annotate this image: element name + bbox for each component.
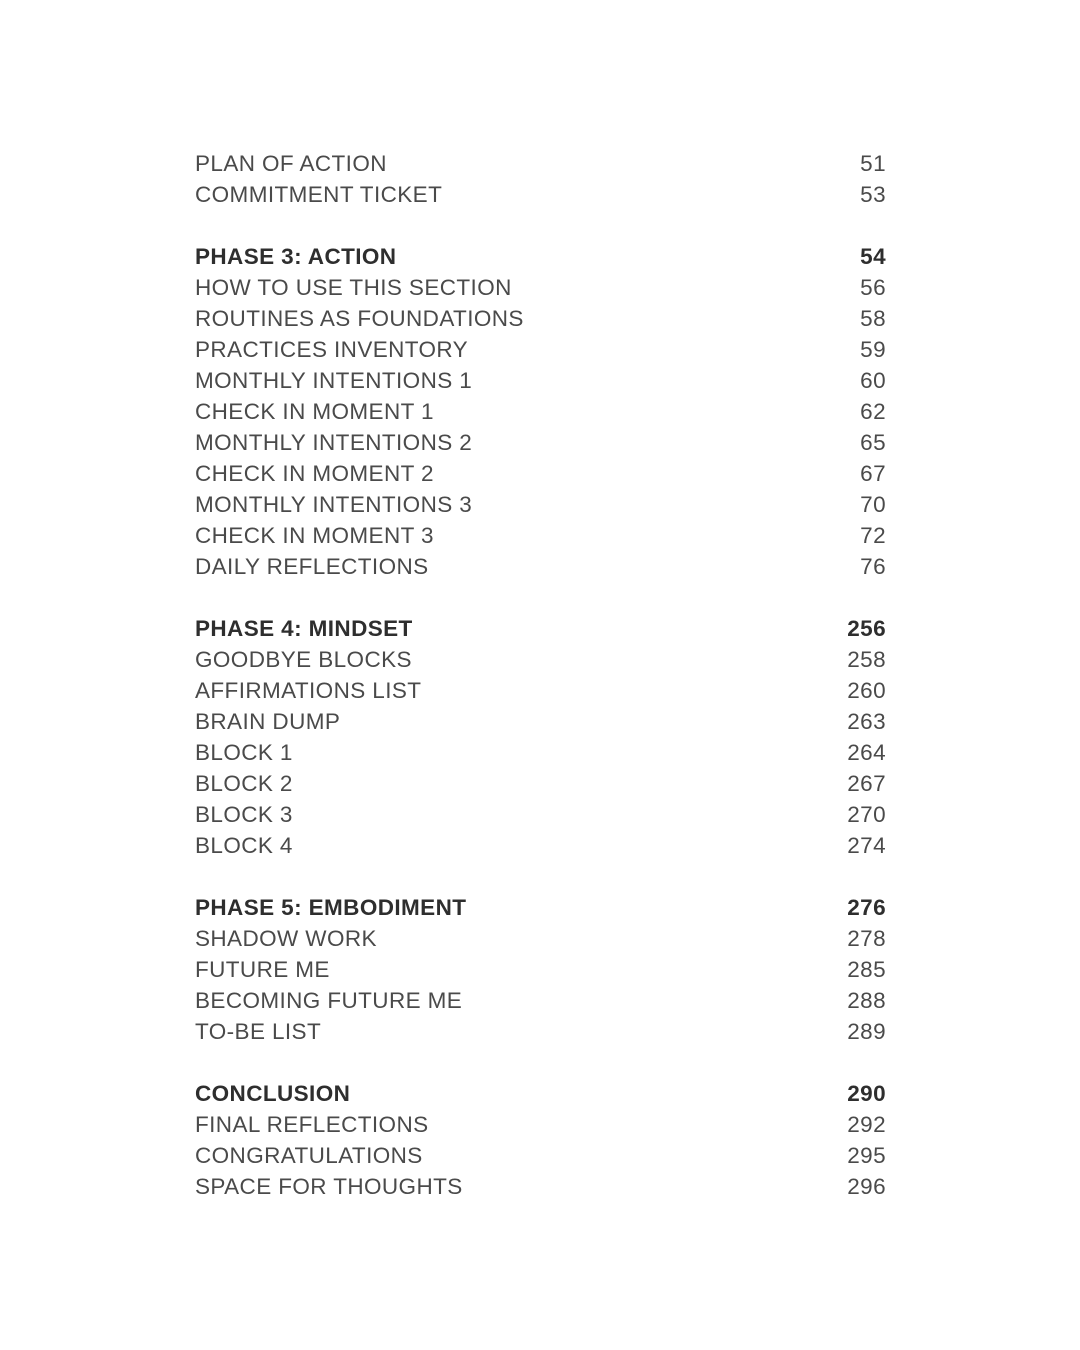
toc-entry-page: 270 — [847, 802, 886, 827]
toc-entry-title: PLAN OF ACTION — [195, 151, 387, 176]
toc-entry-title: TO-BE LIST — [195, 1019, 322, 1044]
toc-entry-title: PRACTICES INVENTORY — [195, 337, 469, 362]
toc-entry — [195, 1171, 886, 1202]
toc-entry-page: 295 — [847, 1143, 886, 1168]
toc-entry-page: 56 — [860, 275, 886, 300]
toc-group-phase-2-tail — [195, 148, 886, 210]
toc-entry — [195, 799, 886, 830]
toc-entry — [195, 148, 886, 179]
toc-section-heading — [195, 1078, 886, 1109]
toc-entry — [195, 768, 886, 799]
toc-section-heading — [195, 241, 886, 272]
toc-heading-title: CONCLUSION — [195, 1081, 351, 1106]
toc-group-phase-3 — [195, 241, 886, 582]
toc-entry-page: 51 — [860, 151, 886, 176]
toc-entry — [195, 923, 886, 954]
toc-entry — [195, 272, 886, 303]
toc-entry-title: CHECK IN MOMENT 1 — [195, 399, 434, 424]
toc-entry-title: SHADOW WORK — [195, 926, 377, 951]
toc-entry-page: 296 — [847, 1174, 886, 1199]
toc-entry — [195, 985, 886, 1016]
toc-entry-page: 60 — [860, 368, 886, 393]
toc-entry-title: SPACE FOR THOUGHTS — [195, 1174, 463, 1199]
toc-entry-page: 62 — [860, 399, 886, 424]
toc-entry-title: CONGRATULATIONS — [195, 1143, 423, 1168]
toc-entry — [195, 675, 886, 706]
toc-entry-page: 288 — [847, 988, 886, 1013]
toc-entry-page: 263 — [847, 709, 886, 734]
toc-entry-page: 267 — [847, 771, 886, 796]
toc-entry-title: CHECK IN MOMENT 3 — [195, 523, 434, 548]
toc-entry-page: 274 — [847, 833, 886, 858]
toc-entry — [195, 830, 886, 861]
toc-entry-page: 285 — [847, 957, 886, 982]
toc-entry-title: HOW TO USE THIS SECTION — [195, 275, 512, 300]
toc-entry-page: 278 — [847, 926, 886, 951]
toc-section-heading — [195, 892, 886, 923]
toc-entry-page: 58 — [860, 306, 886, 331]
toc-entry — [195, 396, 886, 427]
toc-entry-page: 258 — [847, 647, 886, 672]
toc-entry-title: FUTURE ME — [195, 957, 330, 982]
toc-group-conclusion — [195, 1078, 886, 1202]
toc-entry-title: BLOCK 3 — [195, 802, 293, 827]
toc-entry-title: BLOCK 2 — [195, 771, 293, 796]
toc-entry-title: MONTHLY INTENTIONS 2 — [195, 430, 473, 455]
toc-heading-page: 256 — [847, 616, 886, 641]
toc-entry-page: 67 — [860, 461, 886, 486]
toc-entry-page: 289 — [847, 1019, 886, 1044]
toc-entry — [195, 303, 886, 334]
toc-heading-page: 54 — [860, 244, 886, 269]
toc-entry-title: BLOCK 4 — [195, 833, 293, 858]
toc-entry — [195, 706, 886, 737]
toc-entry-title: GOODBYE BLOCKS — [195, 647, 412, 672]
toc-entry-page: 53 — [860, 182, 886, 207]
toc-entry — [195, 520, 886, 551]
toc-entry — [195, 737, 886, 768]
toc-entry — [195, 551, 886, 582]
toc-entry-page: 59 — [860, 337, 886, 362]
toc-entry-page: 72 — [860, 523, 886, 548]
toc-group-phase-5 — [195, 892, 886, 1047]
toc-entry-title: MONTHLY INTENTIONS 1 — [195, 368, 473, 393]
toc-entry — [195, 334, 886, 365]
toc-entry — [195, 365, 886, 396]
toc-entry-title: CHECK IN MOMENT 2 — [195, 461, 434, 486]
toc-heading-page: 276 — [847, 895, 886, 920]
toc-entry-title: MONTHLY INTENTIONS 3 — [195, 492, 473, 517]
toc-heading-page: 290 — [847, 1081, 886, 1106]
toc-entry — [195, 179, 886, 210]
toc-entry — [195, 1140, 886, 1171]
toc-entry-title: BRAIN DUMP — [195, 709, 341, 734]
toc-entry-title: COMMITMENT TICKET — [195, 182, 443, 207]
toc-entry — [195, 1109, 886, 1140]
toc-group-phase-4 — [195, 613, 886, 861]
toc-entry — [195, 489, 886, 520]
toc-section-heading — [195, 613, 886, 644]
toc-entry — [195, 458, 886, 489]
toc-entry-title: FINAL REFLECTIONS — [195, 1112, 429, 1137]
toc-entry-page: 264 — [847, 740, 886, 765]
toc-entry-page: 70 — [860, 492, 886, 517]
toc-entry-title: ROUTINES AS FOUNDATIONS — [195, 306, 524, 331]
toc-heading-title: PHASE 5: EMBODIMENT — [195, 895, 467, 920]
toc-heading-title: PHASE 4: MINDSET — [195, 616, 413, 641]
toc-entry-title: BLOCK 1 — [195, 740, 293, 765]
toc-entry — [195, 427, 886, 458]
toc-heading-title: PHASE 3: ACTION — [195, 244, 397, 269]
toc-entry — [195, 1016, 886, 1047]
toc-entry-title: DAILY REFLECTIONS — [195, 554, 429, 579]
toc-entry — [195, 644, 886, 675]
toc-entry-page: 292 — [847, 1112, 886, 1137]
toc-entry-page: 65 — [860, 430, 886, 455]
toc-entry-page: 260 — [847, 678, 886, 703]
table-of-contents — [195, 148, 886, 1202]
toc-entry-title: AFFIRMATIONS LIST — [195, 678, 422, 703]
toc-entry — [195, 954, 886, 985]
toc-entry-title: BECOMING FUTURE ME — [195, 988, 463, 1013]
toc-entry-page: 76 — [860, 554, 886, 579]
